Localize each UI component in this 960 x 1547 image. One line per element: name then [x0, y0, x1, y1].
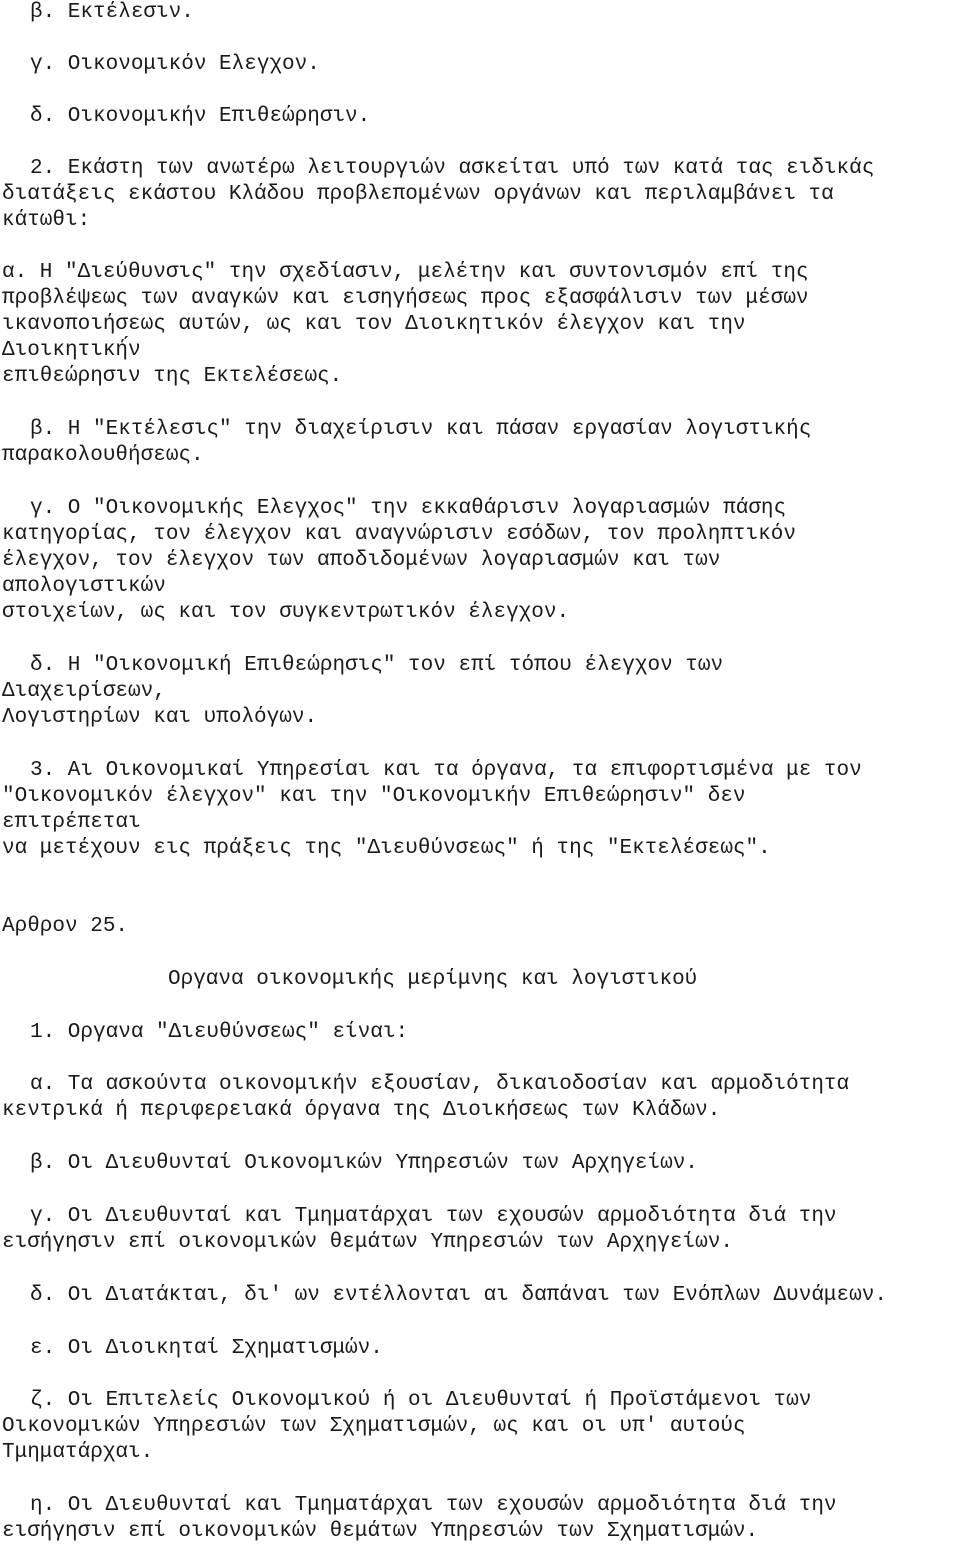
text-line: δ. Οικονομικήν Επιθεώρησιν.	[30, 105, 371, 128]
text-line: Διοικητική́ν	[2, 339, 141, 362]
text-line: Οικονομικών Υπηρεσιών των Σχηματισμών, ως και οι υπ' αυτούς	[2, 1415, 746, 1438]
text-line: ζ. Οι Επιτελείς Οικονομικού ή οι Διευθυνταί ή Προϊστάμενοι των	[30, 1389, 812, 1412]
text-line: Διαχειρίσεων,	[2, 680, 166, 703]
text-line: κεντρικά ή περιφερειακά όργανα της Διοικήσεως των Κλάδων.	[2, 1099, 721, 1122]
article-title: Οργανα οικονομικής μερίμνης και λογιστικού	[168, 968, 698, 991]
text-line: 2. Εκάστη των ανωτέρω λειτουργιών ασκείται υπό των κατά τας ειδικάς	[30, 157, 875, 180]
text-line: α. Τα ασκούντα οικονομικήν εξουσίαν, δικαιοδοσίαν και αρμοδιότητα	[30, 1073, 850, 1096]
text-line: Λογιστηρίων και υπολόγων.	[2, 706, 318, 729]
text-line: δ. Η "Οικονομική Επιθεώρησις" τον επί τόπου έλεγχον των	[30, 654, 724, 677]
text-line: η. Οι Διευθυνταί και Τμηματάρχαι των εχουσών αρμοδιότητα διά την	[30, 1494, 837, 1517]
text-line: γ. Οι Διευθυνταί και Τμηματάρχαι των εχουσών αρμοδιότητα διά την	[30, 1205, 837, 1228]
text-line: επιθεώρησιν της Εκτελέσεως.	[2, 365, 343, 388]
text-line: επιτρέπεται	[2, 811, 141, 834]
text-line: γ. Ο "Οικονομικής Ελεγχος" την εκκαθάρισιν λογαριασμών πάσης	[30, 497, 787, 520]
text-line: κάτωθι:	[2, 209, 91, 232]
text-line: εισήγησιν επί οικονομικών θεμάτων Υπηρεσιών των Σχηματισμών.	[2, 1520, 759, 1543]
text-line: απολογιστικών	[2, 575, 166, 598]
text-line: έλεγχον, τον έλεγχον των αποδιδομένων λογαριασμών και των	[2, 549, 721, 572]
text-line: "Οικονομικόν έλεγχον" και την "Οικονομικήν Επιθεώρησιν" δεν	[2, 785, 746, 808]
text-line: ε. Οι Διοικηταί Σχηματισμών.	[30, 1337, 383, 1360]
text-line: β. Εκτέλεσιν.	[30, 1, 194, 24]
text-line: ικανοποιήσεως αυτών, ως και τον Διοικητικόν έλεγχον και την	[2, 313, 746, 336]
text-line: να μετέχουν εις πράξεις της "Διευθύνσεως" ή της "Εκτελέσεως".	[2, 837, 771, 860]
text-line: εισήγησιν επί οικονομικών θεμάτων Υπηρεσιών των Αρχηγείων.	[2, 1231, 733, 1254]
text-line: Τμηματάρχαι.	[2, 1441, 154, 1464]
text-line: δ. Οι Διατάκται, δι' ων εντέλλονται αι δαπάναι των Ενόπλων Δυνάμεων.	[30, 1284, 887, 1307]
article-heading: Αρθρον 25.	[2, 915, 129, 938]
text-line: α. Η "Διεύθυνσις" την σχεδίασιν, μελέτην και συντονισμόν επί της	[2, 261, 809, 284]
text-line: β. Οι Διευθυνταί Οικονομικών Υπηρεσιών των Αρχηγείων.	[30, 1152, 698, 1175]
text-line: διατάξεις εκάστου Κλάδου προβλεπομένων οργάνων και περιλαμβάνει τα	[2, 183, 834, 206]
text-line: γ. Οικονομικόν Ελεγχον.	[30, 53, 320, 76]
text-line: παρακολουθήσεως.	[2, 444, 204, 467]
text-line: 3. Αι Οικονομικαί Υπηρεσίαι και τα όργανα, τα επιφορτισμένα με τον	[30, 759, 862, 782]
text-line: β. Η "Εκτέλεσις" την διαχείρισιν και πάσαν εργασίαν λογιστικής	[30, 418, 812, 441]
text-line: προβλέψεως των αναγκών και εισηγήσεως προς εξασφάλισιν των μέσων	[2, 287, 809, 310]
text-line: στοιχείων, ως και τον συγκεντρωτικόν έλεγχον.	[2, 601, 570, 624]
text-line: 1. Οργανα "Διευθύνσεως" είναι:	[30, 1021, 409, 1044]
text-line: κατηγορίας, τον έλεγχον και αναγνώρισιν εσόδων, τον προληπτικόν	[2, 523, 796, 546]
